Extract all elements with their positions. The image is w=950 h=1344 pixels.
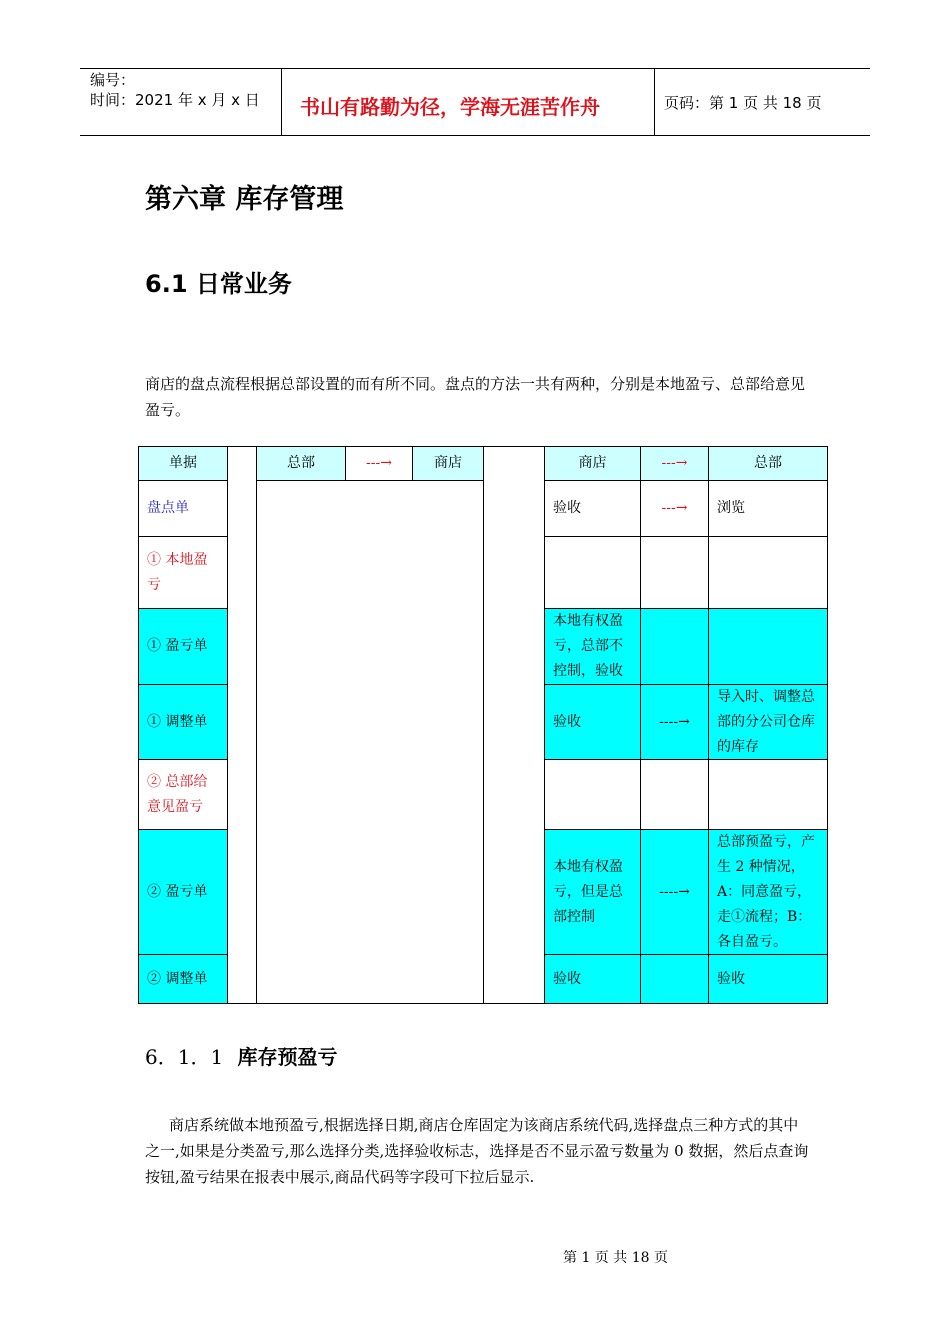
table-row-store: 验收 <box>544 480 641 537</box>
header-number-label: 编号： <box>90 71 136 89</box>
section-title: 6.1 日常业务 <box>145 270 292 298</box>
table-row-store: 验收 <box>544 954 641 1004</box>
col-header-doc: 单据 <box>138 446 228 481</box>
subsection-heading <box>145 1041 338 1070</box>
intro-paragraph: 商店的盘点流程根据总部设置的而有所不同。盘点的方法一共有两种，分别是本地盈亏、总部给意见盈亏。 <box>145 375 806 419</box>
body-paragraph: 商店系统做本地预盈亏,根据选择日期,商店仓库固定为该商店系统代码,选择盘点三种方式的其中之一,如果是分类盈亏,那么选择分类,选择验收标志，选择是否不显示盈亏数量为 0 数据，然后点查询按钮,盈亏结果在报表中展示,商品代码等字段可下拉后显示. <box>145 1116 809 1186</box>
table-row-doc: ② 总部给意见盈亏 <box>138 759 228 830</box>
table-row-hq: 验收 <box>708 954 828 1004</box>
table-row-store <box>544 759 641 830</box>
table-row-hq <box>708 608 828 685</box>
arrow-right-icon: ---→ <box>661 455 688 471</box>
col-header-arrow-2 <box>640 446 709 481</box>
table-row-doc: 盘点单 <box>138 480 228 537</box>
arrow-right-icon: ----→ <box>659 883 690 900</box>
table-row-doc: ② 盈亏单 <box>138 829 228 955</box>
table-row-store <box>544 536 641 609</box>
header-motto: 书山有路勤为径，学海无涯苦作舟 <box>300 95 600 119</box>
page-footer: 第 1 页 共 18 页 <box>563 1250 668 1266</box>
header-page-label: 页码：第 1 页 共 18 页 <box>664 94 822 112</box>
table-row-hq: 浏览 <box>708 480 828 537</box>
col-header-arrow-1 <box>345 446 413 481</box>
left-flow-area <box>256 480 484 1004</box>
chapter-title: 第六章 库存管理 <box>145 184 344 215</box>
arrow-right-icon: ---→ <box>366 455 392 471</box>
gap-left <box>227 446 257 1004</box>
col-header-store-1: 商店 <box>412 446 484 481</box>
table-row-doc: ② 调整单 <box>138 954 228 1004</box>
table-row-store: 本地有权盈亏，总部不控制，验收 <box>544 608 641 685</box>
table-row-store: 本地有权盈亏，但是总部控制 <box>544 829 641 955</box>
table-row-store: 验收 <box>544 684 641 760</box>
arrow-right-icon: ---→ <box>661 500 688 516</box>
table-row-doc: ① 调整单 <box>138 684 228 760</box>
col-header-hq-2: 总部 <box>708 446 828 481</box>
table-row-hq: 总部预盈亏，产生 2 种情况，A：同意盈亏，走①流程；B：各自盈亏。 <box>708 829 828 955</box>
table-row-hq <box>708 759 828 830</box>
gap-middle <box>483 446 545 1004</box>
table-row-arrow <box>640 759 709 830</box>
table-row-arrow <box>640 684 709 760</box>
subsection-title: 库存预盈亏 <box>237 1045 338 1069</box>
col-header-store-2: 商店 <box>544 446 641 481</box>
subsection-number: 6．1．1 <box>145 1045 224 1069</box>
table-row-arrow <box>640 954 709 1004</box>
arrow-right-icon: ----→ <box>659 713 690 730</box>
table-row-arrow <box>640 829 709 955</box>
col-header-hq-1: 总部 <box>256 446 346 481</box>
table-row-doc: ① 盈亏单 <box>138 608 228 685</box>
table-row-arrow <box>640 608 709 685</box>
header-divider-2 <box>654 68 655 136</box>
table-row-arrow <box>640 480 709 537</box>
header-top-rule <box>80 68 870 69</box>
header-bottom-rule <box>80 135 870 136</box>
table-row-hq <box>708 536 828 609</box>
header-time-label: 时间：2021 年 x 月 x 日 <box>90 91 260 109</box>
header-divider-1 <box>281 68 282 136</box>
table-row-arrow <box>640 536 709 609</box>
table-row-doc: ① 本地盈亏 <box>138 536 228 609</box>
table-row-hq: 导入时、调整总部的分公司仓库的库存 <box>708 684 828 760</box>
